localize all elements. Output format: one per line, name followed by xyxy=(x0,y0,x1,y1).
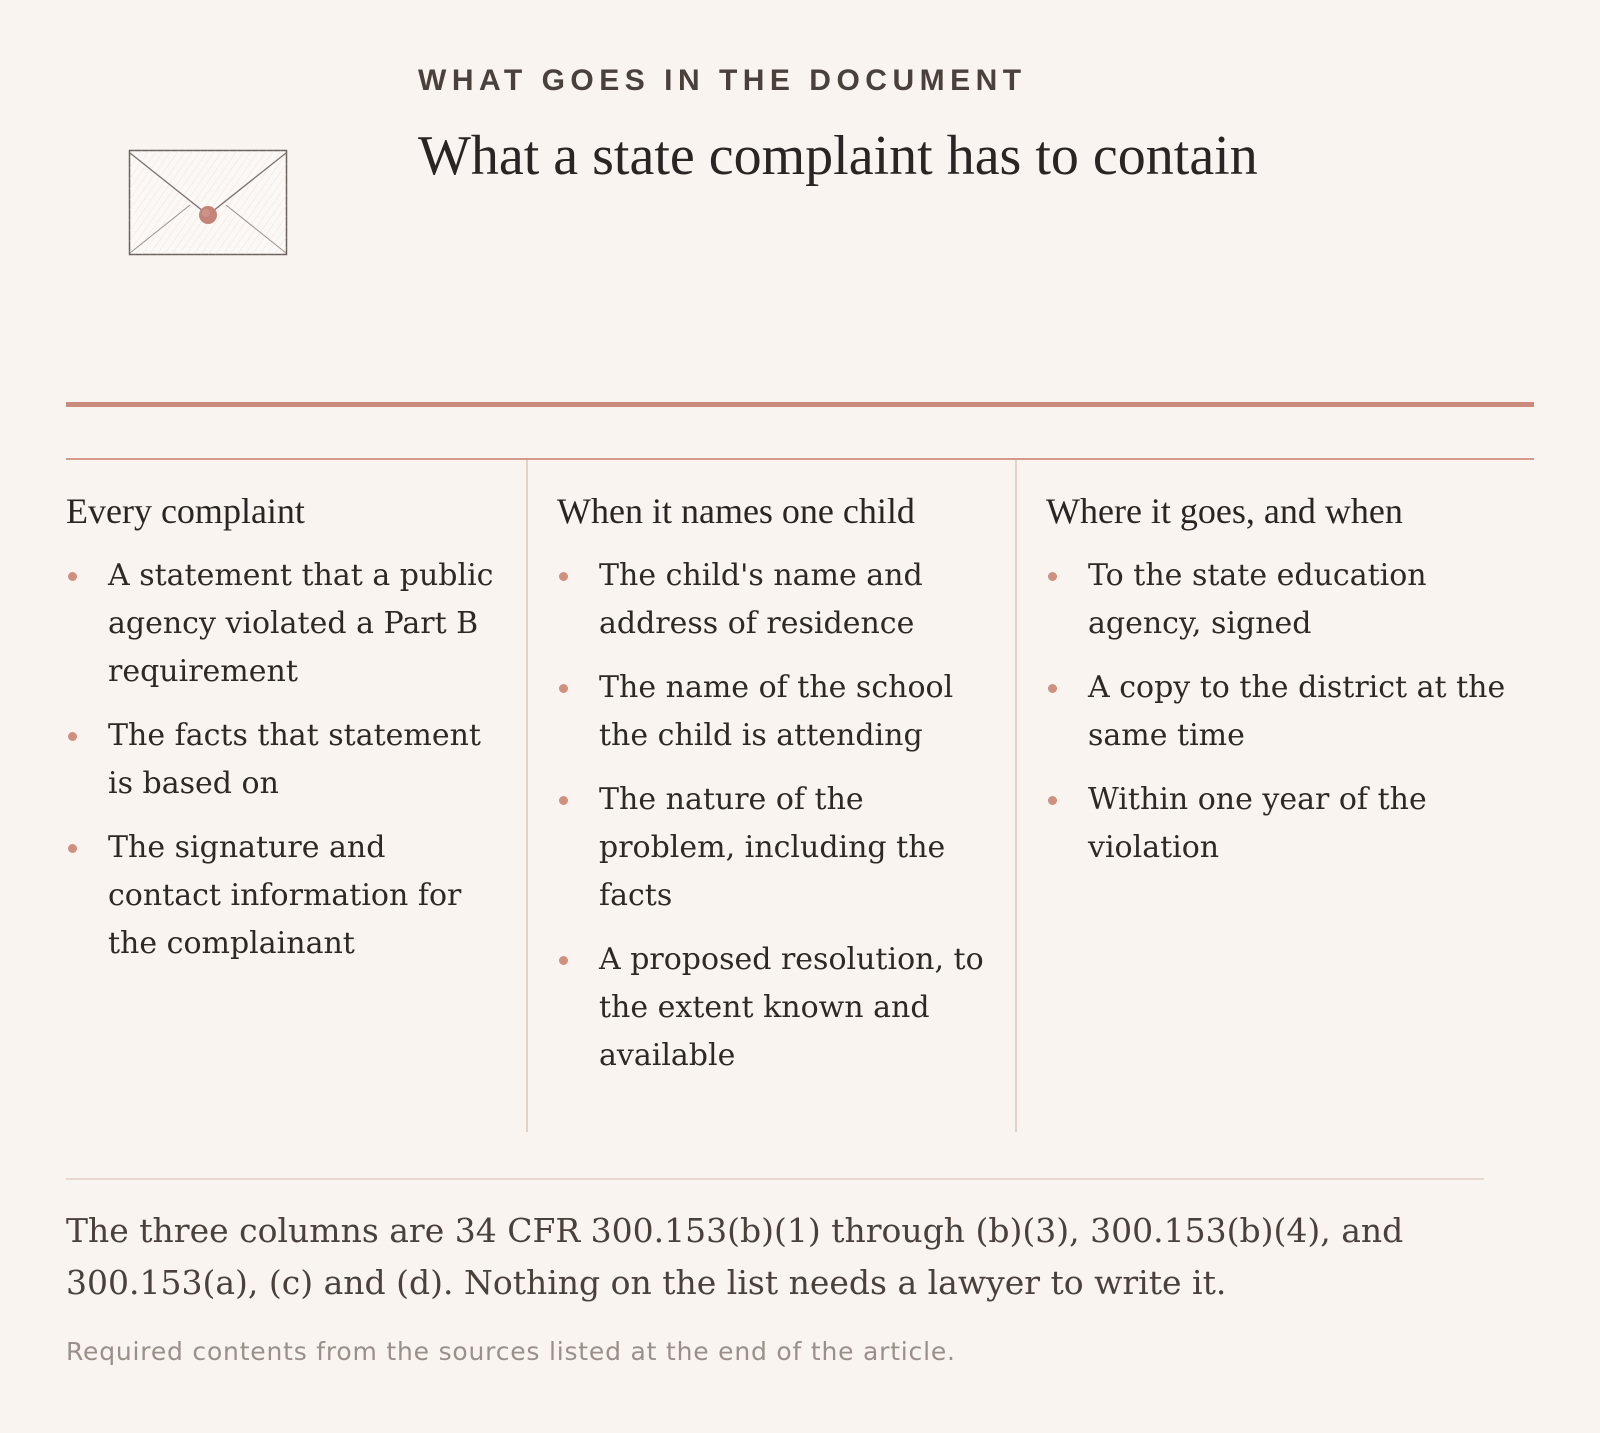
list-item-text: The child's name and address of residence xyxy=(599,558,923,641)
bullet-dot xyxy=(68,732,77,741)
requirements-list xyxy=(66,552,506,968)
list-item-text: A statement that a public agency violated a Part B requirement xyxy=(108,558,494,689)
bullet-dot xyxy=(559,572,568,581)
source-note: Required contents from the sources listed at the end of the article. xyxy=(66,1337,956,1366)
bullet-dot xyxy=(559,956,568,965)
bullet-dot xyxy=(68,844,77,853)
list-item-text: The signature and contact information for the complainant xyxy=(108,830,462,961)
list-item xyxy=(557,776,997,920)
list-item-text: A proposed resolution, to the extent known and available xyxy=(599,942,984,1073)
requirements-list xyxy=(557,552,997,1080)
list-item-text: To the state education agency, signed xyxy=(1088,558,1427,641)
list-item xyxy=(66,824,506,968)
bullet-dot xyxy=(68,572,77,581)
list-item xyxy=(557,552,997,648)
list-item-text: The facts that statement is based on xyxy=(108,718,481,801)
list-item xyxy=(1046,776,1534,872)
list-item xyxy=(1046,552,1534,648)
section-eyebrow: WHAT GOES IN THE DOCUMENT xyxy=(418,64,1027,97)
list-item-text: A copy to the district at the same time xyxy=(1088,670,1506,753)
list-item-text: The nature of the problem, including the facts xyxy=(599,782,946,913)
list-item-text: The name of the school the child is attending xyxy=(599,670,954,753)
bullet-dot xyxy=(1048,684,1057,693)
bullet-dot xyxy=(1048,796,1057,805)
envelope-icon xyxy=(128,149,288,257)
list-item xyxy=(557,664,997,760)
page-title: What a state complaint has to contain xyxy=(418,125,1258,187)
divider-thick xyxy=(66,402,1534,407)
column-heading: Every complaint xyxy=(66,491,305,531)
column-heading: When it names one child xyxy=(557,491,915,531)
bullet-dot xyxy=(1048,572,1057,581)
requirements-list xyxy=(1046,552,1534,872)
footnote-text: The three columns are 34 CFR 300.153(b)(1) through (b)(3), 300.153(b)(4), and 300.153(a), (c) and (d). Nothing on the list needs a lawyer to write it. xyxy=(66,1211,1404,1302)
bullet-dot xyxy=(559,796,568,805)
list-item-text: Within one year of the violation xyxy=(1088,782,1427,865)
column-one-child xyxy=(526,460,1015,1132)
requirements-columns xyxy=(66,460,1534,1132)
column-every-complaint xyxy=(66,460,526,1132)
list-item xyxy=(66,552,506,696)
list-item xyxy=(66,712,506,808)
bullet-dot xyxy=(559,684,568,693)
column-where-when xyxy=(1015,460,1534,1132)
column-heading: Where it goes, and when xyxy=(1046,491,1403,531)
divider-footer xyxy=(66,1178,1484,1180)
list-item xyxy=(1046,664,1534,760)
list-item xyxy=(557,936,997,1080)
